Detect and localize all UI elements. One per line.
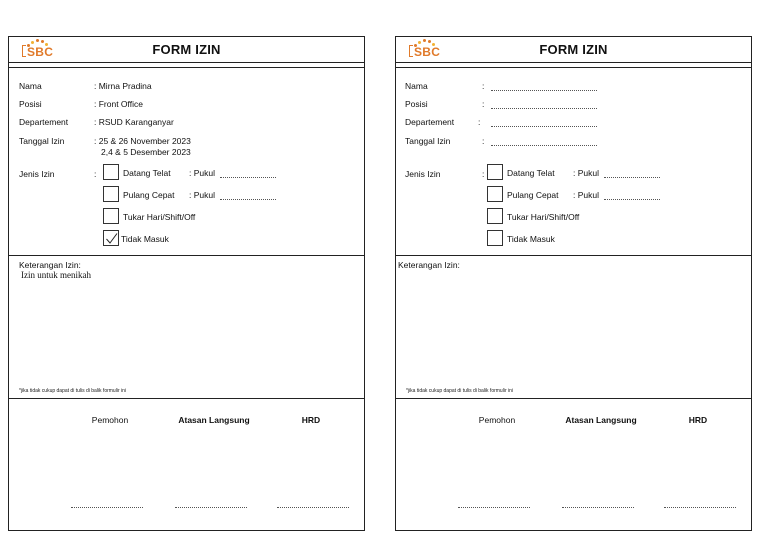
nama-value[interactable]: : Mirna Pradina — [94, 81, 152, 91]
departemen-label: Departement — [405, 117, 455, 127]
signature-label-pemohon: Pemohon — [91, 415, 129, 425]
form-title: FORM IZIN — [539, 42, 608, 57]
signature-line-atasan[interactable] — [175, 507, 247, 508]
option-pulang-cepat-suffix: : Pukul — [189, 190, 215, 200]
permit-form-filled — [8, 36, 365, 531]
tanggal-label: Tanggal Izin — [19, 136, 65, 146]
tanggal-value-2[interactable]: 2,4 & 5 Desember 2023 — [101, 147, 191, 157]
option-pulang-cepat-label: Pulang Cepat — [507, 190, 559, 200]
nama-label: Nama — [19, 81, 42, 91]
option-tukar-hari-label: Tukar Hari/Shift/Off — [507, 212, 580, 222]
checkbox-tidak-masuk[interactable] — [103, 230, 119, 246]
permit-form-blank — [395, 36, 752, 531]
tanggal-label: Tanggal Izin — [405, 136, 451, 146]
jenis-label: Jenis Izin — [19, 169, 55, 179]
option-tidak-masuk-label: Tidak Masuk — [507, 234, 555, 244]
logo-text: SBC — [414, 45, 441, 59]
keterangan-label: Keterangan Izin: — [19, 260, 81, 270]
logo-text: SBC — [27, 45, 54, 59]
posisi-label: Posisi — [405, 99, 428, 109]
keterangan-section — [9, 255, 364, 398]
departemen-colon: : — [478, 117, 481, 127]
signature-line-pemohon[interactable] — [71, 507, 143, 508]
checkbox-pulang-cepat[interactable] — [103, 186, 119, 202]
signature-label-pemohon: Pemohon — [478, 415, 516, 425]
keterangan-section — [396, 255, 751, 398]
pukul-line-pulang[interactable] — [604, 199, 660, 200]
keterangan-note: *jika tidak cukup dapat di tulis di balik formulir ini — [19, 388, 126, 394]
option-pulang-cepat-label: Pulang Cepat — [123, 190, 175, 200]
departemen-value[interactable]: : RSUD Karanganyar — [94, 117, 174, 127]
option-pulang-cepat-suffix: : Pukul — [573, 190, 599, 200]
form-header — [9, 37, 364, 63]
checkbox-tidak-masuk[interactable] — [487, 230, 503, 246]
posisi-value[interactable]: : Front Office — [94, 99, 143, 109]
form-header — [396, 37, 751, 63]
posisi-input-line[interactable] — [491, 108, 597, 109]
checkbox-datang-telat[interactable] — [103, 164, 119, 180]
checkbox-tukar-hari[interactable] — [103, 208, 119, 224]
keterangan-note: *jika tidak cukup dapat di tulis di balik formulir ini — [406, 388, 513, 394]
jenis-colon: : — [94, 169, 97, 179]
option-tukar-hari-label: Tukar Hari/Shift/Off — [123, 212, 196, 222]
signature-section — [9, 398, 364, 532]
tanggal-colon: : — [482, 136, 485, 146]
identity-section — [9, 67, 364, 255]
nama-input-line[interactable] — [491, 90, 597, 91]
signature-line-hrd[interactable] — [664, 507, 736, 508]
option-datang-telat-suffix: : Pukul — [189, 168, 215, 178]
posisi-label: Posisi — [19, 99, 42, 109]
signature-line-atasan[interactable] — [562, 507, 634, 508]
departemen-input-line[interactable] — [491, 126, 597, 127]
checkbox-datang-telat[interactable] — [487, 164, 503, 180]
tanggal-input-line[interactable] — [491, 145, 597, 146]
checkbox-pulang-cepat[interactable] — [487, 186, 503, 202]
signature-label-atasan: Atasan Langsung — [565, 415, 637, 425]
jenis-colon: : — [482, 169, 485, 179]
posisi-colon: : — [482, 99, 485, 109]
keterangan-label: Keterangan Izin: — [398, 260, 460, 270]
checkmark-icon — [105, 232, 118, 245]
signature-label-hrd: HRD — [688, 415, 708, 425]
keterangan-text[interactable]: Izin untuk menikah — [21, 270, 91, 280]
signature-label-hrd: HRD — [301, 415, 321, 425]
signature-line-hrd[interactable] — [277, 507, 349, 508]
form-title: FORM IZIN — [152, 42, 221, 57]
checkbox-tukar-hari[interactable] — [487, 208, 503, 224]
pukul-line-datang[interactable] — [604, 177, 660, 178]
signature-line-pemohon[interactable] — [458, 507, 530, 508]
departemen-label: Departement — [19, 117, 69, 127]
nama-label: Nama — [405, 81, 428, 91]
pukul-line-datang[interactable] — [220, 177, 276, 178]
option-tidak-masuk-label: Tidak Masuk — [121, 234, 169, 244]
nama-colon: : — [482, 81, 485, 91]
option-datang-telat-label: Datang Telat — [507, 168, 555, 178]
pukul-line-pulang[interactable] — [220, 199, 276, 200]
jenis-label: Jenis Izin — [405, 169, 441, 179]
option-datang-telat-label: Datang Telat — [123, 168, 171, 178]
option-datang-telat-suffix: : Pukul — [573, 168, 599, 178]
signature-label-atasan: Atasan Langsung — [178, 415, 250, 425]
identity-section — [396, 67, 751, 255]
tanggal-value-1[interactable]: : 25 & 26 November 2023 — [94, 136, 191, 146]
signature-section — [396, 398, 751, 532]
